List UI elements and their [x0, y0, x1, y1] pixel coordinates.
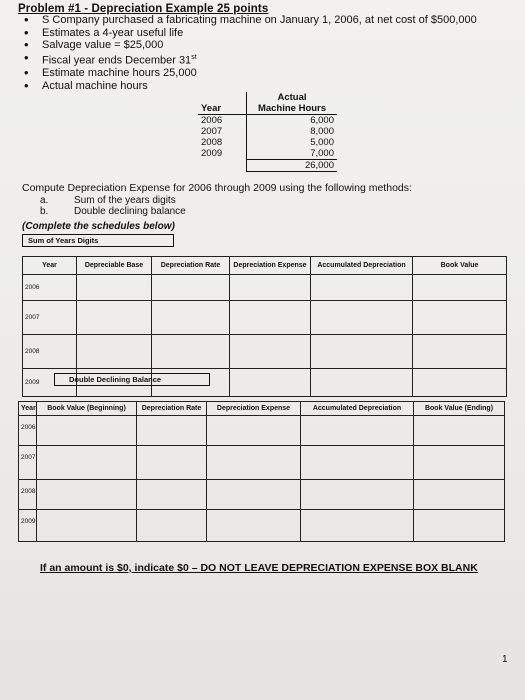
ddb-row-year: 2008: [19, 480, 37, 510]
hours-total: 26,000: [247, 160, 338, 172]
syd-cell-input[interactable]: [311, 301, 413, 335]
ddb-header-depreciation-expense: Depreciation Expense: [207, 402, 301, 416]
hours-value: 7,000: [247, 148, 338, 160]
compute-instruction: Compute Depreciation Expense for 2006 through 2009 using the following methods:: [22, 182, 412, 194]
ddb-row-year: 2009: [19, 510, 37, 542]
hours-value: 5,000: [247, 137, 338, 148]
bullet-fiscal-year: • Fiscal year ends December 31st: [22, 52, 502, 67]
hours-header-machine-hours: Actual Machine Hours: [247, 92, 338, 115]
syd-cell-input[interactable]: [230, 335, 311, 369]
method-b: b. Double declining balance: [40, 206, 186, 217]
syd-cell-input[interactable]: [413, 301, 507, 335]
ddb-row-year: 2007: [19, 446, 37, 480]
hours-year: 2006: [201, 115, 223, 126]
syd-cell-input[interactable]: [413, 369, 507, 397]
syd-header-year: Year: [23, 257, 77, 275]
ddb-cell-input[interactable]: [207, 480, 301, 510]
syd-cell-input[interactable]: [413, 275, 507, 301]
footer-instruction: If an amount is $0, indicate $0 – DO NOT LEAVE DEPRECIATION EXPENSE BOX BLANK: [40, 562, 478, 574]
ddb-cell-input[interactable]: [301, 510, 414, 542]
problem-title: Problem #1 - Depreciation Example 25 points: [18, 3, 269, 15]
ddb-row-year: 2006: [19, 416, 37, 446]
bullet-salvage-value: • Salvage value = $25,000: [22, 39, 502, 52]
hours-value: 8,000: [247, 126, 338, 137]
ddb-header-book-value-beginning: Book Value (Beginning): [37, 402, 137, 416]
hours-year: 2008: [201, 137, 223, 148]
syd-cell-input[interactable]: [311, 335, 413, 369]
ddb-cell-input[interactable]: [414, 480, 505, 510]
hours-year: 2009: [201, 148, 223, 160]
ddb-cell-input[interactable]: [37, 446, 137, 480]
ddb-header-accumulated-depreciation: Accumulated Depreciation: [301, 402, 414, 416]
syd-cell-input[interactable]: [77, 275, 152, 301]
ddb-cell-input[interactable]: [137, 446, 207, 480]
ddb-cell-input[interactable]: [414, 416, 505, 446]
syd-cell-input[interactable]: [311, 369, 413, 397]
syd-header-accumulated-depreciation: Accumulated Depreciation: [311, 257, 413, 275]
syd-header-depreciation-rate: Depreciation Rate: [152, 257, 230, 275]
bullet-actual-hours: • Actual machine hours: [22, 80, 502, 93]
superscript-st: st: [191, 53, 197, 61]
syd-cell-input[interactable]: [230, 369, 311, 397]
syd-header-depreciable-base: Depreciable Base: [77, 257, 152, 275]
syd-row-year: 2006: [23, 275, 77, 301]
syd-cell-input[interactable]: [311, 275, 413, 301]
ddb-cell-input[interactable]: [207, 446, 301, 480]
ddb-schedule-label: Double Declining Balance: [54, 373, 210, 386]
syd-row-year: 2009: [23, 369, 77, 397]
ddb-schedule-table: [18, 401, 505, 542]
syd-header-depreciation-expense: Depreciation Expense: [230, 257, 311, 275]
ddb-cell-input[interactable]: [414, 510, 505, 542]
method-a: a. Sum of the years digits: [40, 195, 176, 206]
machine-hours-table: [198, 92, 337, 172]
syd-cell-input[interactable]: [230, 301, 311, 335]
ddb-cell-input[interactable]: [301, 446, 414, 480]
syd-schedule-label: Sum of Years Digits: [22, 234, 174, 247]
hours-year: 2007: [201, 126, 223, 137]
syd-cell-input[interactable]: [152, 301, 230, 335]
ddb-header-depreciation-rate: Depreciation Rate: [137, 402, 207, 416]
syd-cell-input[interactable]: [77, 335, 152, 369]
ddb-cell-input[interactable]: [137, 480, 207, 510]
ddb-cell-input[interactable]: [301, 416, 414, 446]
ddb-cell-input[interactable]: [37, 416, 137, 446]
syd-cell-input[interactable]: [152, 275, 230, 301]
syd-cell-input[interactable]: [152, 335, 230, 369]
ddb-cell-input[interactable]: [137, 416, 207, 446]
hours-header-year: Year: [198, 92, 247, 115]
problem-bullet-list: [22, 14, 502, 92]
ddb-cell-input[interactable]: [37, 480, 137, 510]
syd-row-year: 2008: [23, 335, 77, 369]
method-list: [40, 195, 186, 217]
bullet-purchase: • S Company purchased a fabricating machine on January 1, 2006, at net cost of $500,000: [22, 14, 502, 27]
ddb-cell-input[interactable]: [301, 480, 414, 510]
hours-value: 6,000: [247, 115, 338, 127]
ddb-header-year: Year: [19, 402, 37, 416]
bullet-useful-life: • Estimates a 4-year useful life: [22, 27, 502, 40]
page-number: 1: [502, 654, 508, 665]
syd-row-year: 2007: [23, 301, 77, 335]
syd-cell-input[interactable]: [413, 335, 507, 369]
ddb-header-book-value-ending: Book Value (Ending): [414, 402, 505, 416]
syd-cell-input[interactable]: [230, 275, 311, 301]
syd-header-book-value: Book Value: [413, 257, 507, 275]
ddb-cell-input[interactable]: [137, 510, 207, 542]
complete-schedules-note: (Complete the schedules below): [22, 221, 175, 232]
ddb-cell-input[interactable]: [207, 416, 301, 446]
ddb-cell-input[interactable]: [37, 510, 137, 542]
bullet-estimate-hours: • Estimate machine hours 25,000: [22, 67, 502, 80]
ddb-cell-input[interactable]: [414, 446, 505, 480]
syd-cell-input[interactable]: [77, 301, 152, 335]
ddb-cell-input[interactable]: [207, 510, 301, 542]
